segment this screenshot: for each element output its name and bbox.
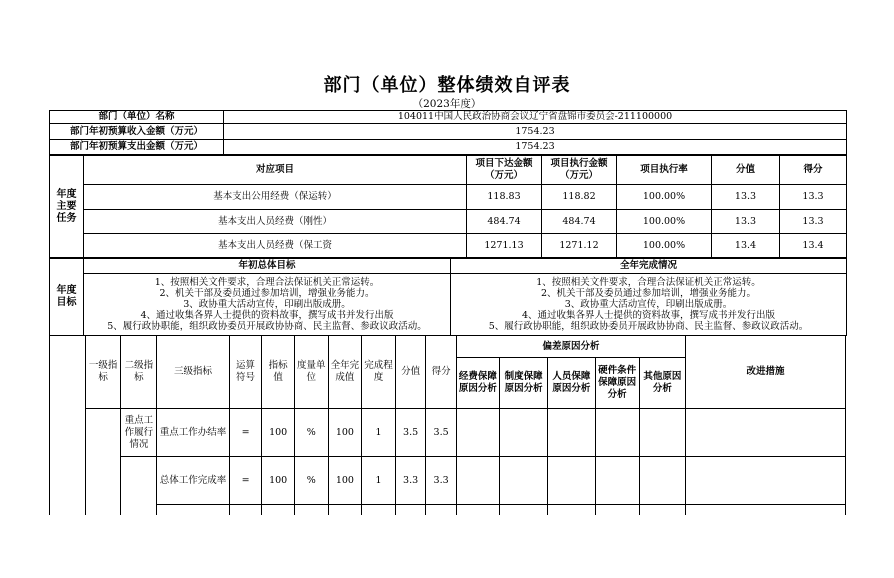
col-header-improvement: 改进措施 [686, 336, 846, 409]
indicator-target: 100 [262, 409, 295, 457]
col-header-allocated: 项目下达金额（万元） [467, 156, 542, 185]
page-title: 部门（单位）整体绩效自评表 [323, 75, 571, 96]
dev-system-cell [499, 457, 547, 505]
task-allocated: 118.83 [467, 185, 542, 210]
initial-goals-text [84, 274, 451, 336]
col-header-score: 得分 [780, 156, 847, 185]
completion-text [451, 274, 847, 336]
expense-value: 1754.23 [224, 140, 847, 155]
indicators-table [49, 335, 846, 515]
dev-other-cell [639, 409, 685, 457]
dev-other-cell [639, 505, 685, 515]
page-subtitle: （2023年度） [412, 98, 482, 110]
task-score-value: 13.3 [712, 210, 780, 234]
col-header-dev-system: 制度保障原因分析 [499, 358, 547, 409]
goal-line: 2、机关干部及委员通过参加培训，增强业务能力。 [159, 288, 375, 299]
col-header-level2: 二级指标 [121, 336, 157, 409]
initial-goals-header: 年初总体目标 [84, 259, 451, 274]
task-executed: 484.74 [542, 210, 617, 234]
task-executed: 118.82 [542, 185, 617, 210]
indicator-score-value [395, 505, 425, 515]
indicator-completion: 1 [362, 457, 396, 505]
indicator-unit: % [294, 409, 328, 457]
task-rate: 100.00% [617, 234, 712, 258]
goal-line: 4、通过收集各界人士提供的资料故事，撰写成书并发行出版 [140, 310, 394, 321]
completion-line: 4、通过收集各界人士提供的资料故事，撰写成书并发行出版 [521, 310, 776, 321]
indicator-level3: 总体工作完成率 [157, 457, 230, 505]
income-value: 1754.23 [224, 124, 847, 140]
dev-funding-cell [456, 505, 499, 515]
unit-name-value: 104011中国人民政治协商会议辽宁省盘锦市委员会-211100000 [224, 111, 847, 124]
indicator-completion [362, 505, 396, 515]
col-header-item: 对应项目 [84, 156, 467, 185]
col-header-dev-hardware: 硬件条件保障原因分析 [595, 358, 639, 409]
unit-name-label: 部门（单位）名称 [50, 111, 224, 124]
goal-line: 5、履行政协职能，组织政协委员开展政协协商、民主监督、参政议政活动。 [107, 321, 427, 332]
dev-funding-cell [456, 409, 499, 457]
table-row [50, 185, 847, 210]
col-header-dev-personnel: 人员保障原因分析 [548, 358, 595, 409]
indicator-operator: = [229, 409, 262, 457]
tasks-side-label: 年度主要任务 [50, 156, 84, 258]
indicator-actual: 100 [328, 409, 362, 457]
col-header-executed: 项目执行金额（万元） [542, 156, 617, 185]
task-executed: 1271.12 [542, 234, 617, 258]
dev-hardware-cell [595, 409, 639, 457]
level2-group-label: 重点工作履行情况 [121, 409, 157, 457]
level1-cell [85, 409, 121, 515]
col-header-rate: 项目执行率 [617, 156, 712, 185]
task-item: 基本支出人员经费（保工资 [84, 234, 467, 258]
task-rate: 100.00% [617, 185, 712, 210]
indicator-operator: = [229, 457, 262, 505]
table-row [50, 505, 846, 515]
improvement-cell [686, 409, 846, 457]
indicator-score: 3.3 [426, 457, 456, 505]
indicator-target [262, 505, 295, 515]
completion-line: 1、按照相关文件要求，合理合法保证机关正常运转。 [536, 277, 761, 288]
dev-funding-cell [456, 457, 499, 505]
col-header-target: 指标值 [262, 336, 295, 409]
indicator-operator [229, 505, 262, 515]
task-item: 基本支出人员经费（刚性） [84, 210, 467, 234]
indicator-score-value: 3.3 [395, 457, 425, 505]
indicator-score: 3.5 [426, 409, 456, 457]
improvement-cell [686, 505, 846, 515]
expense-label: 部门年初预算支出金额（万元） [50, 140, 224, 155]
indicator-target: 100 [262, 457, 295, 505]
col-header-completion: 完成程度 [362, 336, 396, 409]
col-header-score: 得分 [426, 336, 456, 409]
indicator-level3 [157, 505, 230, 515]
completion-line: 3、政协重大活动宣传，印刷出版成册。 [564, 299, 733, 310]
col-header-actual: 全年完成值 [328, 336, 362, 409]
task-rate: 100.00% [617, 210, 712, 234]
dev-personnel-cell [548, 505, 595, 515]
table-row [50, 409, 846, 457]
task-allocated: 1271.13 [467, 234, 542, 258]
completion-line: 5、履行政协职能，组织政协委员开展政协协商、民主监督、参政议政活动。 [488, 321, 809, 332]
indicator-level3: 重点工作办结率 [157, 409, 230, 457]
task-score-value: 13.4 [712, 234, 780, 258]
indicator-unit: % [294, 457, 328, 505]
completion-header: 全年完成情况 [451, 259, 847, 274]
goal-line: 3、政协重大活动宣传，印刷出版成册。 [183, 299, 351, 310]
col-header-dev-funding: 经费保障原因分析 [456, 358, 499, 409]
task-score: 13.3 [780, 185, 847, 210]
task-item: 基本支出公用经费（保运转） [84, 185, 467, 210]
dev-personnel-cell [548, 409, 595, 457]
col-header-score-value: 分值 [712, 156, 780, 185]
indicator-actual [328, 505, 362, 515]
task-allocated: 484.74 [467, 210, 542, 234]
completion-line: 2、机关干部及委员通过参加培训，增强业务能力。 [540, 288, 757, 299]
income-label: 部门年初预算收入金额（万元） [50, 124, 224, 140]
improvement-cell [686, 457, 846, 505]
col-header-score-value: 分值 [395, 336, 425, 409]
dev-other-cell [639, 457, 685, 505]
dev-hardware-cell [595, 505, 639, 515]
indicator-score-value: 3.5 [395, 409, 425, 457]
col-header-level1: 一级指标 [85, 336, 121, 409]
indicator-completion: 1 [362, 409, 396, 457]
dev-hardware-cell [595, 457, 639, 505]
indicator-unit [294, 505, 328, 515]
col-header-operator: 运算符号 [229, 336, 262, 409]
table-row [50, 457, 846, 505]
dev-system-cell [499, 505, 547, 515]
indicators-side-cell [50, 336, 86, 515]
col-header-dev-other: 其他原因分析 [639, 358, 685, 409]
col-header-unit: 度量单位 [294, 336, 328, 409]
goal-line: 1、按照相关文件要求，合理合法保证机关正常运转。 [154, 277, 380, 288]
task-score: 13.4 [780, 234, 847, 258]
goals-side-label: 年度目标 [50, 259, 84, 336]
task-score-value: 13.3 [712, 185, 780, 210]
task-score: 13.3 [780, 210, 847, 234]
info-table [49, 110, 847, 155]
col-header-deviation: 偏差原因分析 [456, 336, 685, 358]
dev-personnel-cell [548, 457, 595, 505]
goals-table [49, 258, 847, 336]
indicator-actual: 100 [328, 457, 362, 505]
level2-cell [121, 457, 157, 515]
table-row [50, 210, 847, 234]
tasks-table [49, 155, 847, 258]
indicator-score [426, 505, 456, 515]
table-row [50, 234, 847, 258]
col-header-level3: 三级指标 [157, 336, 230, 409]
dev-system-cell [499, 409, 547, 457]
